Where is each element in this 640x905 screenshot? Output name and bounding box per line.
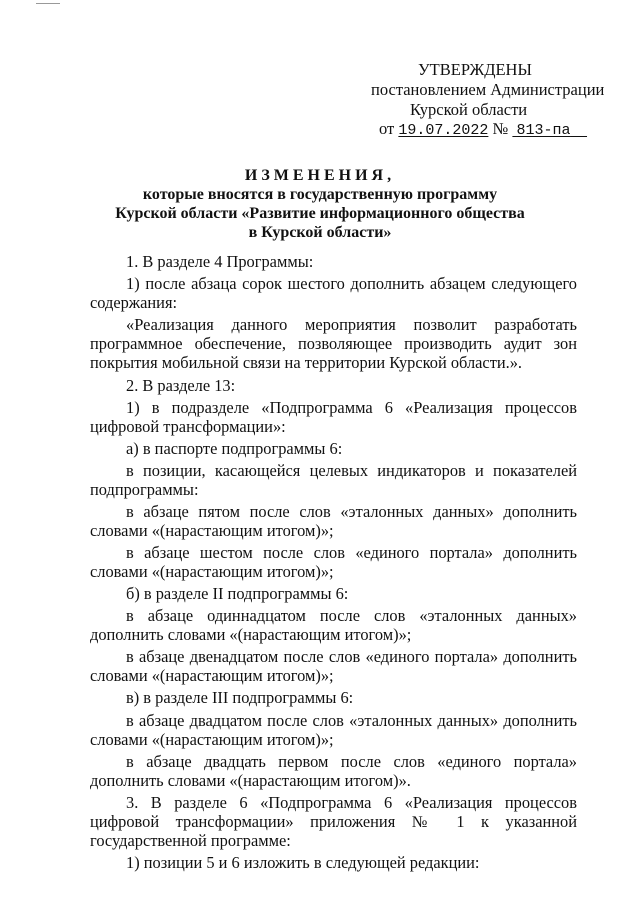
paragraph: «Реализация данного мероприятия позволит разработать программное обеспечение, позволяющее производить аудит зон покрытия мобильной связи на территории Курской области.». <box>90 315 577 373</box>
number-sign: № <box>492 119 509 138</box>
paragraph: 2. В разделе 13: <box>126 375 236 395</box>
paragraph: 1. В разделе 4 Программы: <box>126 252 314 271</box>
approval-title: УТВЕРЖДЕНЫ <box>418 60 532 79</box>
paragraph: в абзаце пятом после слов «эталонных данных» дополнить словами «(нарастающим итогом)»; <box>90 501 577 540</box>
paragraph: б) в разделе II подпрограммы 6: <box>126 584 349 604</box>
paragraph: в абзаце шестом после слов «единого портала» дополнить словами «(нарастающим итогом)»; <box>90 543 577 582</box>
approval-date: 19.07.2022 <box>398 122 489 139</box>
paragraph: а) в паспорте подпрограммы 6: <box>126 438 343 458</box>
scan-edge-mark <box>36 0 60 4</box>
paragraph: в абзаце двадцать первом после слов «единого портала» дополнить словами «(нарастающим итогом)». <box>90 751 577 790</box>
approval-region: Курской области <box>410 100 528 119</box>
paragraph: 3. В разделе 6 «Подпрограмма 6 «Реализация процессов цифровой трансформации» приложения № 1 к указанной государственной программе: <box>90 792 577 850</box>
approval-number-field <box>512 119 587 138</box>
paragraph: 1) в подразделе «Подпрограмма 6 «Реализация процессов цифровой трансформации»: <box>90 397 577 436</box>
approval-date-line <box>379 119 587 140</box>
paragraph: в абзаце двенадцатом после слов «единого портала» дополнить словами «(нарастающим итогом)»; <box>90 647 577 686</box>
paragraph: 1) позиции 5 и 6 изложить в следующей редакции: <box>126 852 480 872</box>
document-heading <box>0 166 640 242</box>
paragraph: в абзаце двадцатом после слов «эталонных данных» дополнить словами «(нарастающим итогом)»; <box>90 710 577 749</box>
heading-line-1: которые вносятся в государственную программу <box>142 186 498 203</box>
approval-number: 813-па <box>516 122 571 139</box>
paragraph: 1) после абзаца сорок шестого дополнить абзацем следующего содержания: <box>90 274 577 313</box>
approval-issuer: постановлением Администрации <box>371 80 605 99</box>
document-body <box>90 252 577 875</box>
paragraph: в абзаце одиннадцатом после слов «эталонных данных» дополнить словами «(нарастающим итогом)»; <box>90 606 577 645</box>
heading-line-3: в Курской области» <box>248 224 392 241</box>
heading-title: ИЗМЕНЕНИЯ, <box>244 167 396 184</box>
date-prefix: от <box>379 119 395 138</box>
paragraph: в) в разделе III подпрограммы 6: <box>126 688 354 708</box>
heading-line-2: Курской области «Развитие информационного общества <box>115 205 525 222</box>
paragraph: в позиции, касающейся целевых индикаторов и показателей подпрограммы: <box>90 460 577 499</box>
